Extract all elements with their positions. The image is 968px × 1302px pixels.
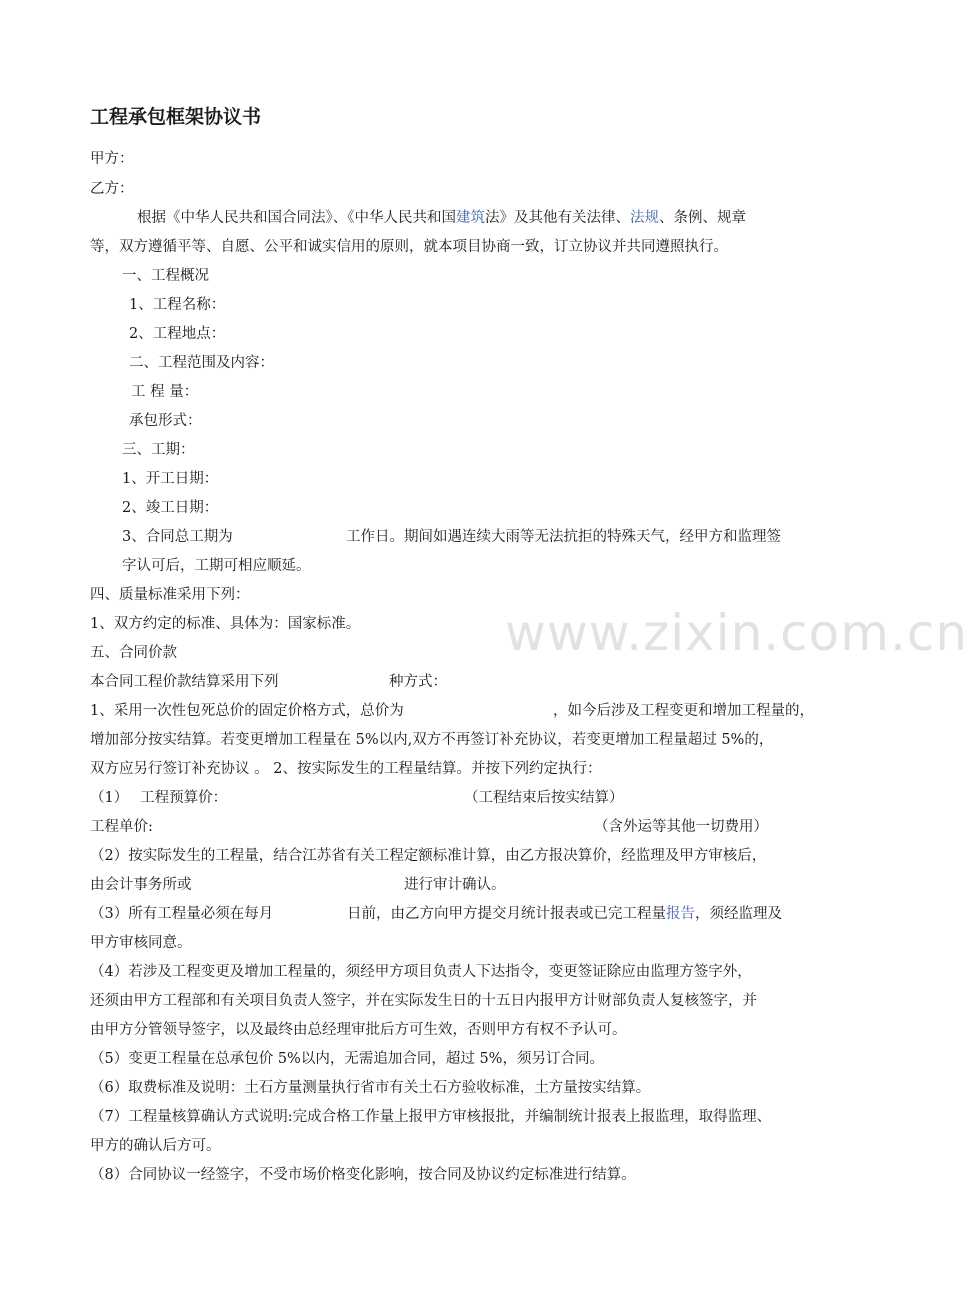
construction-law-link[interactable]: 建筑	[456, 210, 485, 226]
unit-price-label: 工程单价:	[90, 819, 153, 835]
item-2-text-b1: 由会计事务所或	[90, 877, 192, 893]
regulations-link[interactable]: 法规	[630, 210, 659, 226]
intro-text-2: 法》及其他有关法律、	[485, 210, 630, 226]
item-8-text: （8）合同协议一经签字，不受市场价格变化影响，按合同及协议约定标准进行结算。	[90, 1167, 636, 1183]
section-5-heading: 五、合同价款	[90, 645, 177, 661]
report-link[interactable]: 报告	[666, 906, 695, 922]
start-date-label: 1、开工日期：	[122, 471, 219, 487]
intro-text-3: 、条例、规章	[659, 210, 746, 226]
site-watermark: www.zixin.com.cn	[505, 604, 968, 662]
item-4-text-a: （4）若涉及工程变更及增加工程量的，须经甲方项目负责人下达指令，变更签证除应由监理方签字外，	[90, 964, 752, 980]
method-1-text-a: 1、采用一次性包死总价的固定价格方式，总价为	[90, 703, 404, 719]
budget-price-note: （工程结束后按实结算）	[464, 790, 624, 806]
item-6-text: （6）取费标准及说明：土石方量测量执行省市有关土石方验收标准，土方量按实结算。	[90, 1080, 651, 1096]
quantity-label: 工 程 量：	[131, 384, 199, 400]
party-b-label: 乙方：	[90, 181, 134, 197]
total-duration-text-c: 字认可后，工期可相应顺延。	[122, 558, 311, 574]
item-4-text-c: 由甲方分管领导签字，以及最终由总经理审批后方可生效，否则甲方有权不予认可。	[90, 1022, 627, 1038]
item-2-text-b2: 进行审计确认。	[404, 877, 506, 893]
intro-text-1: 根据《中华人民共和国合同法》、《中华人民共和国	[137, 210, 456, 226]
project-location-label: 2、工程地点：	[129, 326, 226, 342]
item-7-text-a: （7）工程量核算确认方式说明:完成合格工作量上报甲方审核报批，并编制统计报表上报监理，取得监理、	[90, 1109, 772, 1125]
total-duration-text-a: 3、合同总工期为	[122, 529, 233, 545]
section-3-heading: 三、工期：	[122, 442, 195, 458]
contract-form-label: 承包形式：	[129, 413, 202, 429]
item-2-text-a: （2）按实际发生的工程量，结合江苏省有关工程定额标准计算，由乙方报决算价，经监理及甲方审核后，	[90, 848, 767, 864]
item-3-text-a3: ，须经监理及	[695, 906, 782, 922]
document-title: 工程承包框架协议书	[90, 106, 262, 128]
unit-price-note: （含外运等其他一切费用）	[594, 819, 768, 835]
settlement-method-text-b: 种方式：	[389, 674, 447, 690]
section-1-heading: 一、工程概况	[122, 268, 209, 284]
item-3-text-a1: （3）所有工程量必须在每月	[90, 906, 274, 922]
item-3-text-b: 甲方审核同意。	[90, 935, 192, 951]
item-3-line	[347, 904, 782, 924]
section-2-heading: 二、工程范围及内容：	[129, 355, 274, 371]
party-a-label: 甲方：	[90, 151, 134, 167]
completion-date-label: 2、竣工日期：	[122, 500, 219, 516]
quality-standard-item: 1、双方约定的标准、具体为：国家标准。	[90, 616, 361, 632]
intro-line-2: 等，双方遵循平等、自愿、公平和诚实信用的原则，就本项目协商一致，订立协议并共同遵照执行。	[90, 239, 728, 255]
intro-line-1	[137, 208, 746, 228]
item-5-text: （5）变更工程量在总承包价 5%以内，无需追加合同，超过 5%，须另订合同。	[90, 1051, 604, 1067]
method-1-text-b: ，如今后涉及工程变更和增加工程量的，	[553, 703, 814, 719]
project-name-label: 1、工程名称：	[129, 297, 226, 313]
method-1-text-d: 双方应另行签订补充协议 。 2、按实际发生的工程量结算。并按下列约定执行：	[90, 761, 602, 777]
total-duration-text-b: 工作日。期间如遇连续大雨等无法抗拒的特殊天气，经甲方和监理签	[346, 529, 781, 545]
item-7-text-b: 甲方的确认后方可。	[90, 1138, 221, 1154]
item-4-text-b: 还须由甲方工程部和有关项目负责人签字，并在实际发生日的十五日内报甲方计财部负责人复核签字，并	[90, 993, 757, 1009]
settlement-method-text-a: 本合同工程价款结算采用下列	[90, 674, 279, 690]
section-4-heading: 四、质量标准采用下列：	[90, 587, 250, 603]
method-1-text-c: 增加部分按实结算。若变更增加工程量在 5%以内,双方不再签订补充协议，若变更增加工程量超过 5%的，	[90, 732, 774, 748]
budget-price-label: （1） 工程预算价：	[90, 790, 228, 806]
item-3-text-a2: 日前，由乙方向甲方提交月统计报表或已完工程量	[347, 906, 666, 922]
